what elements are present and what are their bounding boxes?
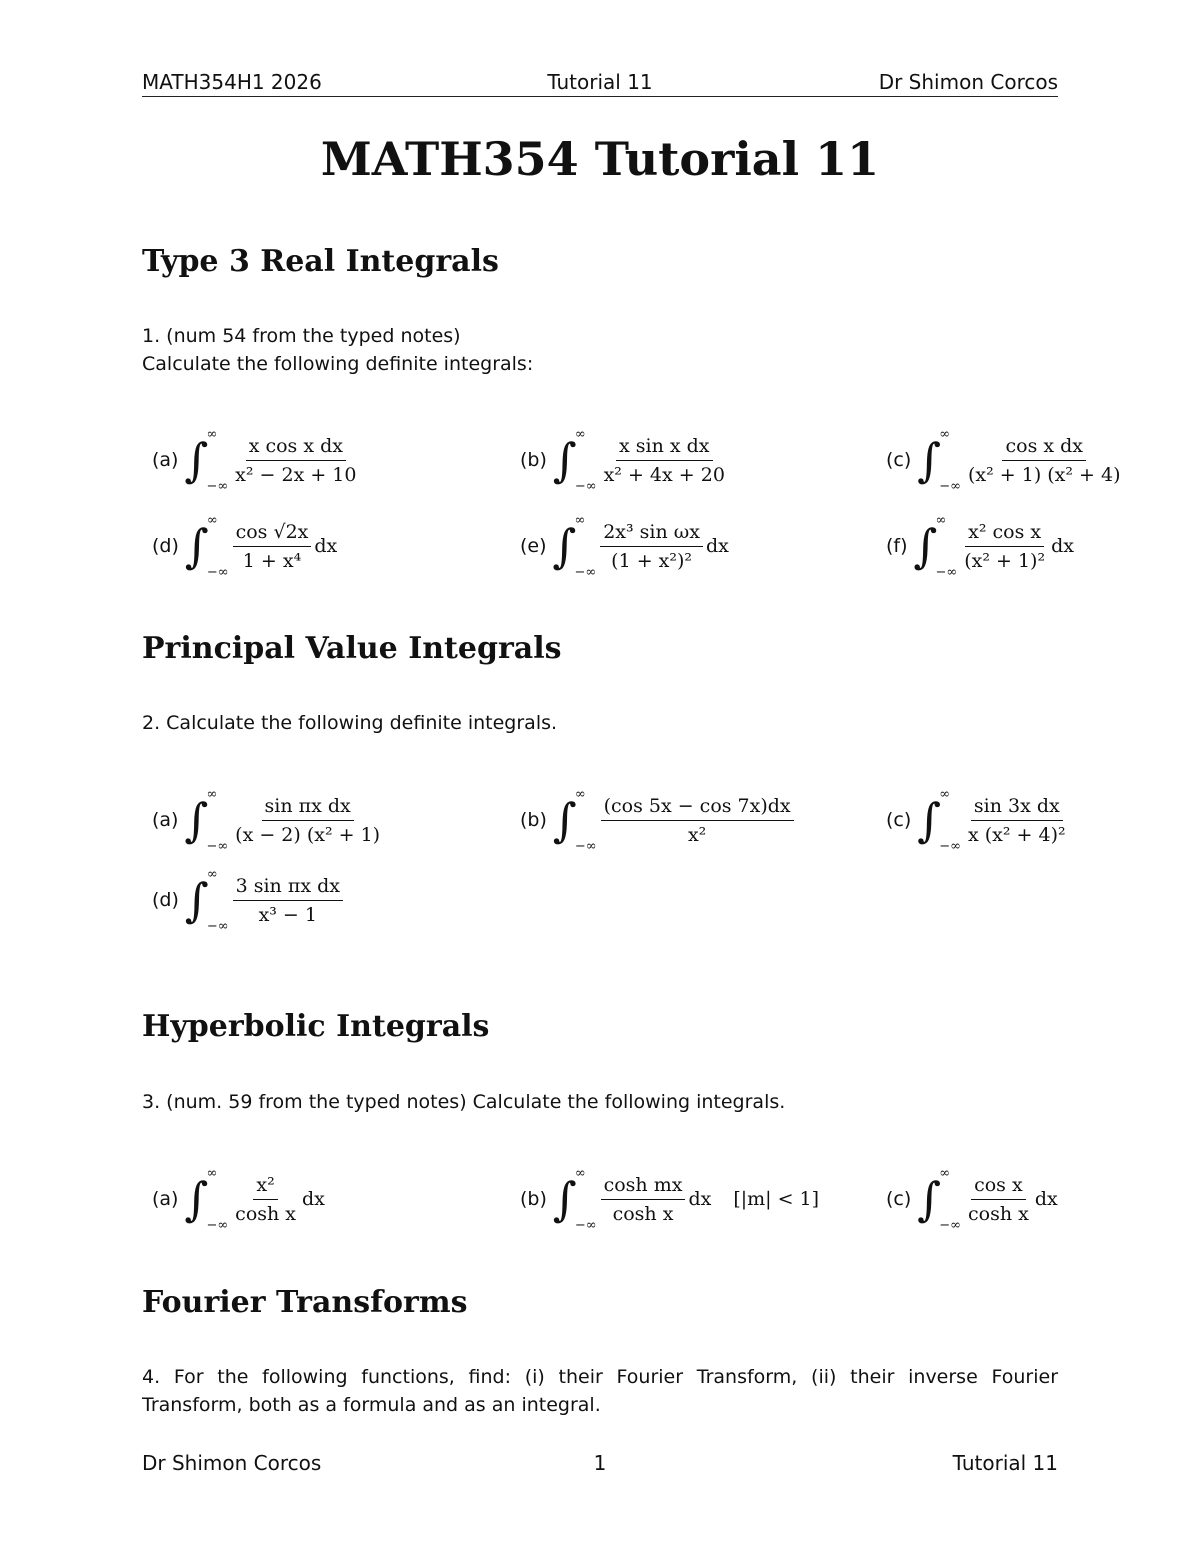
integral-1a bbox=[152, 427, 359, 494]
denominator: (x − 2) (x² + 1) bbox=[235, 823, 381, 846]
integral-label: (c) bbox=[886, 809, 912, 831]
denominator: cosh x bbox=[612, 1202, 674, 1225]
section-heading-fourier: Fourier Transforms bbox=[142, 1285, 468, 1320]
integral-label: (c) bbox=[886, 1188, 912, 1210]
fraction bbox=[233, 875, 343, 926]
numerator: sin 3x dx bbox=[971, 795, 1063, 821]
integral-sign: ∫ ∞ −∞ bbox=[184, 1166, 229, 1233]
numerator: x sin x dx bbox=[616, 435, 713, 461]
integral-label: (e) bbox=[520, 535, 547, 557]
section-heading-hyperbolic: Hyperbolic Integrals bbox=[142, 1009, 490, 1044]
differential: dx bbox=[1051, 535, 1074, 557]
problem-1-source: 1. (num 54 from the typed notes) bbox=[142, 325, 461, 347]
integral-sign: ∫ ∞ −∞ bbox=[552, 427, 597, 494]
numerator: x cos x dx bbox=[246, 435, 346, 461]
problem-1-instruction: Calculate the following definite integrals: bbox=[142, 353, 534, 375]
numerator: x² cos x bbox=[965, 521, 1044, 547]
numerator: 2x³ sin ωx bbox=[600, 521, 703, 547]
numerator: cos √2x bbox=[233, 521, 312, 547]
integral-label: (b) bbox=[520, 809, 547, 831]
differential: dx bbox=[302, 1188, 325, 1210]
integral-1f bbox=[886, 513, 1074, 580]
fraction bbox=[232, 435, 359, 486]
integral-sign: ∫ ∞ −∞ bbox=[552, 787, 597, 854]
page-number: 1 bbox=[593, 1451, 607, 1475]
denominator: (x² + 1) (x² + 4) bbox=[967, 463, 1121, 486]
integral-label: (a) bbox=[152, 1188, 179, 1210]
denominator: x² − 2x + 10 bbox=[235, 463, 357, 486]
integral-3b bbox=[520, 1166, 820, 1233]
numerator: x² bbox=[253, 1174, 277, 1200]
integral-sign: ∫ ∞ −∞ bbox=[184, 513, 229, 580]
denominator: x² bbox=[687, 823, 707, 846]
page-header bbox=[142, 70, 1058, 97]
integral-2d bbox=[152, 867, 343, 934]
denominator: (x² + 1)² bbox=[964, 549, 1046, 572]
fraction bbox=[965, 435, 1124, 486]
integral-3c bbox=[886, 1166, 1058, 1233]
fraction bbox=[233, 521, 312, 572]
integral-1e bbox=[520, 513, 729, 580]
integral-sign: ∫ ∞ −∞ bbox=[917, 1166, 961, 1233]
header-tutorial: Tutorial 11 bbox=[547, 70, 653, 94]
fraction bbox=[601, 795, 794, 846]
integral-label: (d) bbox=[152, 535, 179, 557]
integral-sign: ∫ ∞ −∞ bbox=[552, 1166, 597, 1233]
problem-4-instruction: 4. For the following functions, find: (i) their Fourier Transform, (ii) their inverse Fourier Transform, both as a formula and as an integral. bbox=[142, 1366, 1058, 1416]
header-author: Dr Shimon Corcos bbox=[878, 70, 1058, 94]
integral-label: (f) bbox=[886, 535, 908, 557]
denominator: x³ − 1 bbox=[258, 903, 317, 926]
integral-sign: ∫ ∞ −∞ bbox=[184, 787, 229, 854]
integral-sign: ∫ ∞ −∞ bbox=[552, 513, 597, 580]
page-title: MATH354 Tutorial 11 bbox=[320, 132, 880, 186]
header-course: MATH354H1 2026 bbox=[142, 70, 322, 94]
integral-label: (d) bbox=[152, 889, 179, 911]
integral-sign: ∫ ∞ −∞ bbox=[917, 427, 961, 494]
integral-label: (b) bbox=[520, 449, 547, 471]
denominator: cosh x bbox=[967, 1202, 1029, 1225]
denominator: x (x² + 4)² bbox=[967, 823, 1066, 846]
numerator: sin πx dx bbox=[262, 795, 354, 821]
problem-2-instruction: 2. Calculate the following definite integrals. bbox=[142, 712, 558, 734]
differential: dx bbox=[1034, 1188, 1058, 1210]
fraction bbox=[600, 521, 703, 572]
numerator: (cos 5x − cos 7x)dx bbox=[601, 795, 794, 821]
integral-label: (b) bbox=[520, 1188, 547, 1210]
section-heading-principal-value: Principal Value Integrals bbox=[142, 631, 562, 666]
numerator: cos x dx bbox=[1002, 435, 1086, 461]
fraction bbox=[601, 435, 728, 486]
condition: [|m| < 1] bbox=[733, 1188, 820, 1210]
fraction bbox=[232, 795, 383, 846]
differential: dx bbox=[688, 1188, 712, 1210]
integral-label: (a) bbox=[152, 809, 179, 831]
fraction bbox=[601, 1174, 686, 1225]
integral-sign: ∫ ∞ −∞ bbox=[184, 867, 229, 934]
integral-2c bbox=[886, 787, 1069, 854]
denominator: x² + 4x + 20 bbox=[603, 463, 725, 486]
numerator: cosh mx bbox=[601, 1174, 686, 1200]
section-heading-type3: Type 3 Real Integrals bbox=[142, 244, 499, 279]
problem-3-instruction: 3. (num. 59 from the typed notes) Calculate the following integrals. bbox=[142, 1091, 786, 1113]
integral-sign: ∫ ∞ −∞ bbox=[184, 427, 229, 494]
differential: dx bbox=[706, 535, 729, 557]
fraction bbox=[961, 521, 1048, 572]
integral-sign: ∫ ∞ −∞ bbox=[913, 513, 958, 580]
fraction bbox=[965, 795, 1069, 846]
fraction bbox=[232, 1174, 299, 1225]
numerator: 3 sin πx dx bbox=[233, 875, 343, 901]
integral-2b bbox=[520, 787, 794, 854]
footer-author: Dr Shimon Corcos bbox=[142, 1451, 322, 1475]
integral-1b bbox=[520, 427, 728, 494]
integral-sign: ∫ ∞ −∞ bbox=[917, 787, 961, 854]
denominator: 1 + x⁴ bbox=[242, 549, 302, 572]
denominator: (1 + x²)² bbox=[611, 549, 693, 572]
differential: dx bbox=[314, 535, 338, 557]
integral-label: (c) bbox=[886, 449, 912, 471]
fraction bbox=[965, 1174, 1032, 1225]
integral-3a bbox=[152, 1166, 325, 1233]
integral-1c bbox=[886, 427, 1124, 494]
denominator: cosh x bbox=[235, 1202, 296, 1225]
integral-1d bbox=[152, 513, 338, 580]
numerator: cos x bbox=[971, 1174, 1026, 1200]
integral-2a bbox=[152, 787, 383, 854]
footer-tutorial: Tutorial 11 bbox=[952, 1451, 1058, 1475]
integral-label: (a) bbox=[152, 449, 179, 471]
